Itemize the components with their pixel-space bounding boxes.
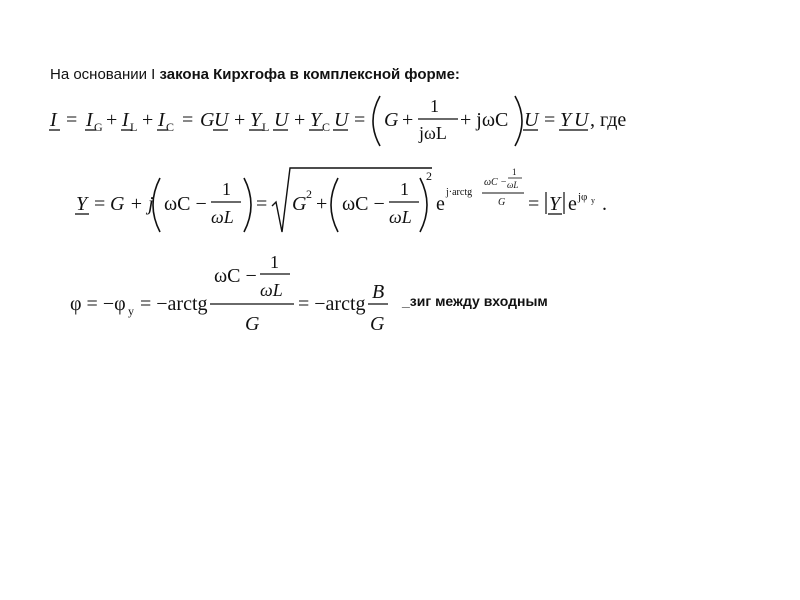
- eq2-exp-prefix: j·arctg: [446, 187, 473, 198]
- eq1-frac-num: 1: [430, 96, 439, 116]
- eq2-exp2-sub: y: [591, 196, 595, 205]
- svg-text:+: +: [234, 109, 246, 131]
- eq1-t3-sub: C: [166, 120, 175, 134]
- svg-text:+: +: [142, 109, 154, 131]
- eq2-exp-num: ωC −: [484, 177, 507, 188]
- eq2-e: e: [436, 193, 445, 215]
- eq2-abs-y: Y: [549, 193, 561, 215]
- eq1-jwc: + jωC: [460, 109, 509, 131]
- eq2-y: Y: [76, 193, 88, 215]
- eq1-y-res: Y: [560, 109, 572, 131]
- eq2-sq-exp: 2: [426, 169, 432, 183]
- eq2-exp-wl: ωL: [507, 180, 519, 190]
- eq1-u-after: U: [524, 109, 539, 131]
- eq2-wc-minus-2: ωC −: [342, 193, 385, 215]
- eq2-wl-2: ωL: [389, 207, 412, 227]
- eq1-t3: I: [158, 109, 165, 131]
- eq1-yc-u: U: [334, 109, 349, 131]
- eq1-t1: I: [86, 109, 93, 131]
- eq3-arctg-2: = −arctg: [298, 293, 366, 315]
- eq2-g2: G: [292, 193, 307, 215]
- svg-text:=: =: [544, 109, 556, 131]
- eq1-t1-sub: G: [94, 120, 103, 134]
- eq1-yc-sub: C: [322, 120, 331, 134]
- eq3-phi: φ = −φ: [70, 293, 126, 315]
- eq1-lhs: I: [50, 109, 57, 131]
- svg-text:=: =: [94, 193, 106, 215]
- svg-text:+: +: [294, 109, 306, 131]
- eq3-frac2-num: B: [372, 281, 385, 303]
- eq1-paren-g: G: [384, 109, 399, 131]
- eq2-exp2: jφ: [578, 191, 588, 203]
- eq1-t2: I: [122, 109, 129, 131]
- eq3-num-one: 1: [270, 252, 279, 272]
- trailing-text: _зиг между входным: [402, 293, 548, 309]
- eq2-dot: .: [602, 193, 607, 215]
- eq2-exp-one: 1: [512, 167, 517, 177]
- eq2-one-2: 1: [400, 179, 409, 199]
- eq1-yl: Y: [250, 109, 262, 131]
- eq2-wl: ωL: [211, 207, 234, 227]
- eq2-one: 1: [222, 179, 231, 199]
- svg-text:=: =: [528, 193, 540, 215]
- eq3-phi-sub: y: [128, 304, 134, 318]
- svg-text:=: =: [354, 109, 366, 131]
- eq1-gu-u: U: [214, 109, 229, 131]
- eq1-u-res: U: [574, 109, 589, 131]
- svg-text:+: +: [106, 109, 118, 131]
- eq3-num-wl: ωL: [260, 280, 283, 300]
- eq2-g-plus-j: G + j: [110, 193, 154, 215]
- eq3-den: G: [245, 313, 260, 335]
- eq2-e-2: e: [568, 193, 577, 215]
- eq2-wc-minus: ωC −: [164, 193, 207, 215]
- eq2-exp-den: G: [498, 197, 506, 208]
- eq2-plus: +: [316, 193, 328, 215]
- eq3-arctg: = −arctg: [140, 293, 208, 315]
- heading-bold: закона Кирхгофа в комплексной форме:: [159, 66, 460, 83]
- eq1-yl-u: U: [274, 109, 289, 131]
- eq1-suffix: , где: [590, 109, 627, 131]
- eq2-eq: =: [256, 193, 268, 215]
- eq2-g2-exp: 2: [306, 187, 312, 201]
- eq1-yl-sub: L: [262, 120, 270, 134]
- eq1-plus: +: [402, 109, 414, 131]
- eq1-yc: Y: [310, 109, 322, 131]
- svg-text:=: =: [182, 109, 194, 131]
- eq3-frac2-den: G: [370, 313, 385, 335]
- eq1-frac-den: jωL: [419, 123, 447, 143]
- heading-prefix: На основании I: [50, 66, 160, 83]
- svg-text:=: =: [66, 109, 78, 131]
- eq1-gu-g: G: [200, 109, 215, 131]
- eq3-num-wc: ωC −: [214, 265, 257, 287]
- eq1-t2-sub: L: [130, 120, 138, 134]
